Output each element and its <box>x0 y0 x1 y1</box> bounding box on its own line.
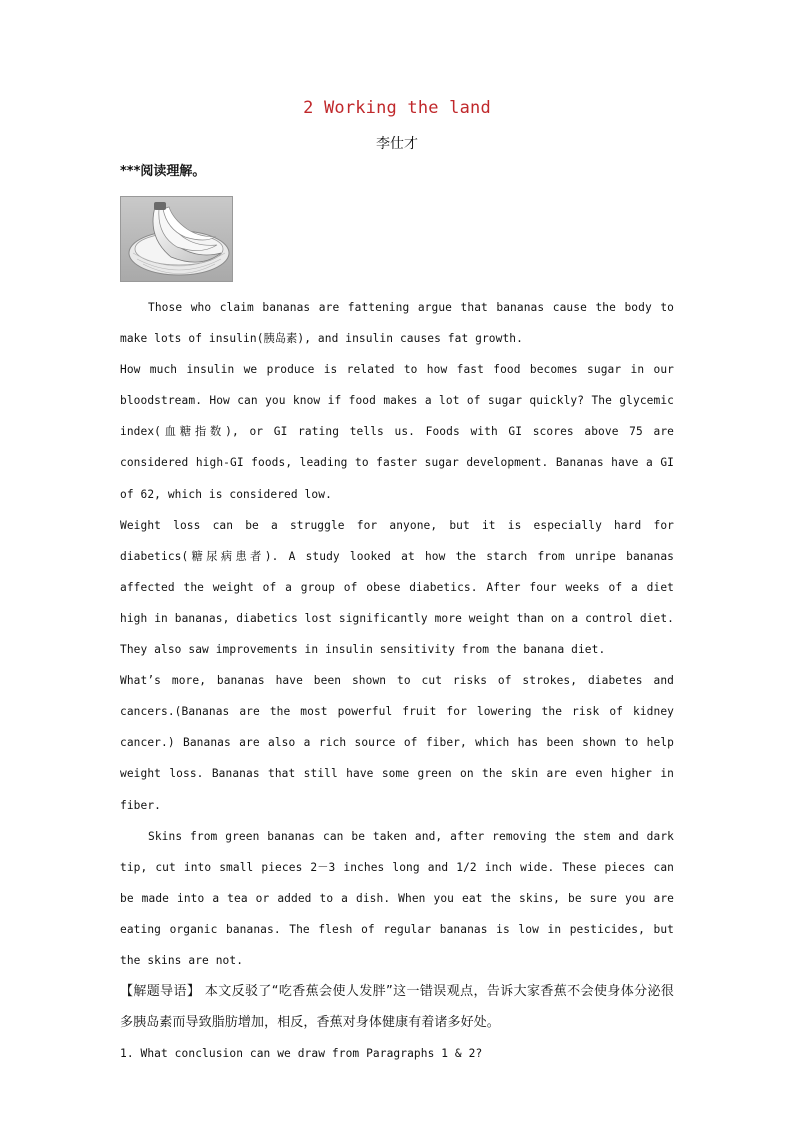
paragraph-2: How much insulin we produce is related to how fast food becomes sugar in our bloodstream. How can you know if food makes a lot of sugar quickly? The glycemic index(血糖指数), or GI rating tells us. Foods with GI scores above 75 are considered high-GI foods, leading to faster sugar development. Bananas have a GI of 62, which is considered low. <box>120 363 674 501</box>
paragraph-5: Skins from green bananas can be taken and, after removing the stem and dark tip, cut into small pieces 2－3 inches long and 1/2 inch wide. These pieces can be made into a tea or added to a dish. When you eat the skins, be sure you are eating organic bananas. The flesh of regular bananas is low in pesticides, but the skins are not. <box>120 829 674 967</box>
section-heading: ***阅读理解。 <box>120 164 206 179</box>
banana-photo <box>120 196 233 282</box>
author-name: 李仕才 <box>376 136 418 152</box>
paragraph-1: Those who claim bananas are fattening argue that bananas cause the body to make lots of insulin(胰岛素), and insulin causes fat growth. <box>120 301 674 346</box>
banana-illustration <box>121 197 232 281</box>
paragraph-3: Weight loss can be a struggle for anyone, but it is especially hard for diabetics(糖尿病患者). A study looked at how the starch from unripe bananas affected the weight of a group of obese diabetics. After four weeks of a diet high in bananas, diabetics lost significantly more weight than on a control diet. They also saw improvements in insulin sensitivity from the banana diet. <box>120 518 674 657</box>
document-title: 2 Working the land <box>303 98 491 118</box>
article-body <box>120 292 674 1069</box>
paragraph-4: What’s more, bananas have been shown to cut risks of strokes, diabetes and cancers.(Bananas are the most powerful fruit for lowering the risk of kidney cancer.) Bananas are also a rich source of fiber, which has been shown to help weight loss. Bananas that still have some green on the skin are even higher in fiber. <box>120 674 674 812</box>
question-1: 1. What conclusion can we draw from Paragraphs 1 & 2? <box>120 1047 483 1061</box>
guide-note: 【解题导语】 本文反驳了“吃香蕉会使人发胖”这一错误观点，告诉大家香蕉不会使身体分泌很多胰岛素而导致脂肪增加，相反，香蕉对身体健康有着诸多好处。 <box>120 984 674 1031</box>
